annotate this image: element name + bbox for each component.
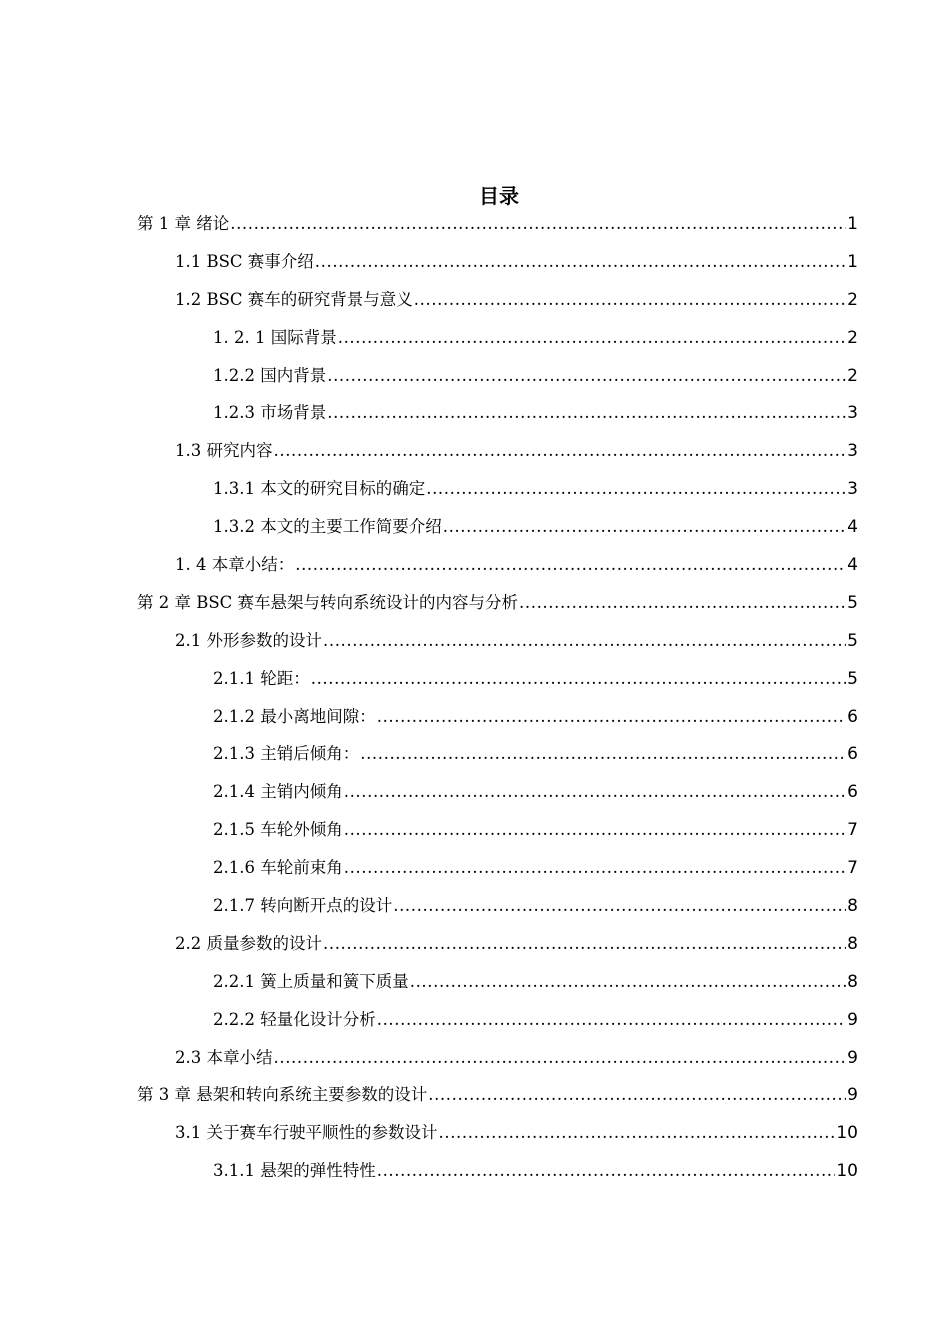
toc-dot-leader xyxy=(338,319,846,357)
toc-entry-page-number: 5 xyxy=(847,630,858,651)
toc-dot-leader xyxy=(327,357,846,395)
toc-entry-page-number: 6 xyxy=(847,782,858,803)
toc-entry[interactable] xyxy=(0,811,950,849)
toc-entry-label: 2.1.3 主销后倾角： xyxy=(213,744,360,764)
toc-entry[interactable] xyxy=(0,660,950,698)
toc-entry-label: 2.2 质量参数的设计 xyxy=(175,933,322,953)
toc-entry[interactable] xyxy=(0,357,950,395)
toc-title: 目录 xyxy=(479,184,519,208)
toc-dot-leader xyxy=(410,963,846,1001)
toc-dot-leader xyxy=(315,243,846,281)
toc-dot-leader xyxy=(230,205,846,243)
toc-entry-label: 2.1 外形参数的设计 xyxy=(175,630,322,650)
toc-entry[interactable] xyxy=(0,849,950,887)
toc-entry[interactable] xyxy=(0,773,950,811)
toc-entry-page-number: 6 xyxy=(847,744,858,765)
toc-entry-page-number: 3 xyxy=(847,441,858,462)
toc-entry-label: 第 2 章 BSC 赛车悬架与转向系统设计的内容与分析 xyxy=(137,592,519,612)
toc-entry[interactable] xyxy=(0,243,950,281)
toc-entry-label: 1.2.2 国内背景 xyxy=(213,365,327,385)
toc-entry-label: 2.2.1 簧上质量和簧下质量 xyxy=(213,971,409,991)
toc-entry-label: 2.2.2 轻量化设计分析 xyxy=(213,1009,376,1029)
toc-entry[interactable] xyxy=(0,546,950,584)
toc-entry-page-number: 3 xyxy=(847,403,858,424)
toc-entry[interactable] xyxy=(0,205,950,243)
toc-entry[interactable] xyxy=(0,508,950,546)
toc-entry-page-number: 8 xyxy=(847,933,858,954)
toc-entry-page-number: 4 xyxy=(847,555,858,576)
toc-entry-page-number: 10 xyxy=(836,1161,858,1182)
toc-entry-label: 2.1.6 车轮前束角 xyxy=(213,858,343,878)
toc-entry-page-number: 1 xyxy=(847,214,858,234)
toc-entry-page-number: 6 xyxy=(847,706,858,727)
toc-list xyxy=(0,205,950,1190)
toc-entry-page-number: 1 xyxy=(847,251,858,272)
toc-dot-leader xyxy=(274,432,847,470)
toc-dot-leader xyxy=(344,849,846,887)
toc-entry-label: 第 3 章 悬架和转向系统主要参数的设计 xyxy=(137,1085,428,1105)
toc-dot-leader xyxy=(274,1039,847,1077)
toc-entry-label: 2.1.1 轮距： xyxy=(213,668,310,688)
toc-entry[interactable] xyxy=(0,281,950,319)
toc-entry-page-number: 4 xyxy=(847,517,858,538)
toc-entry-label: 2.1.4 主销内倾角 xyxy=(213,782,343,802)
toc-entry[interactable] xyxy=(0,394,950,432)
toc-dot-leader xyxy=(344,773,846,811)
toc-entry-page-number: 8 xyxy=(847,971,858,992)
toc-dot-leader xyxy=(377,1001,846,1039)
toc-entry-page-number: 3 xyxy=(847,479,858,500)
toc-entry[interactable] xyxy=(0,1114,950,1152)
toc-entry[interactable] xyxy=(0,584,950,622)
toc-entry-page-number: 9 xyxy=(847,1085,858,1106)
toc-entry-label: 1.1 BSC 赛事介绍 xyxy=(175,251,314,271)
toc-entry-page-number: 10 xyxy=(836,1123,858,1144)
toc-entry-label: 2.3 本章小结 xyxy=(175,1047,273,1067)
toc-dot-leader xyxy=(323,622,846,660)
toc-entry[interactable] xyxy=(0,319,950,357)
toc-entry-page-number: 7 xyxy=(847,820,858,841)
toc-entry[interactable] xyxy=(0,1076,950,1114)
toc-entry-label: 3.1 关于赛车行驶平顺性的参数设计 xyxy=(175,1123,438,1143)
toc-entry-label: 1.2.3 市场背景 xyxy=(213,403,327,423)
toc-entry-label: 2.1.5 车轮外倾角 xyxy=(213,820,343,840)
toc-entry-page-number: 2 xyxy=(847,289,858,310)
toc-entry-label: 1.3.1 本文的研究目标的确定 xyxy=(213,479,426,499)
toc-entry-label: 1. 2. 1 国际背景 xyxy=(213,327,337,347)
toc-entry-label: 1.2 BSC 赛车的研究背景与意义 xyxy=(175,289,413,309)
toc-dot-leader xyxy=(393,887,846,925)
toc-dot-leader xyxy=(439,1114,836,1152)
toc-dot-leader xyxy=(443,508,846,546)
toc-entry[interactable] xyxy=(0,622,950,660)
toc-entry[interactable] xyxy=(0,1152,950,1190)
toc-entry[interactable] xyxy=(0,470,950,508)
toc-dot-leader xyxy=(426,470,846,508)
toc-dot-leader xyxy=(295,546,846,584)
toc-entry-page-number: 9 xyxy=(847,1047,858,1068)
toc-entry-page-number: 8 xyxy=(847,896,858,917)
toc-dot-leader xyxy=(360,735,846,773)
toc-dot-leader xyxy=(323,925,846,963)
toc-entry[interactable] xyxy=(0,698,950,736)
toc-entry-label: 2.1.2 最小离地间隙： xyxy=(213,706,376,726)
toc-dot-leader xyxy=(377,1152,836,1190)
toc-entry[interactable] xyxy=(0,1039,950,1077)
toc-entry-page-number: 9 xyxy=(847,1009,858,1030)
toc-entry-label: 2.1.7 转向断开点的设计 xyxy=(213,896,393,916)
toc-entry[interactable] xyxy=(0,735,950,773)
toc-entry-label: 1. 4 本章小结： xyxy=(175,555,295,575)
toc-entry-page-number: 7 xyxy=(847,858,858,879)
toc-entry-label: 第 1 章 绪论 xyxy=(137,214,230,233)
toc-dot-leader xyxy=(377,698,846,736)
toc-entry[interactable] xyxy=(0,887,950,925)
toc-entry-page-number: 2 xyxy=(847,327,858,348)
toc-entry[interactable] xyxy=(0,432,950,470)
toc-dot-leader xyxy=(519,584,846,622)
toc-entry-label: 1.3 研究内容 xyxy=(175,441,273,461)
toc-entry-label: 1.3.2 本文的主要工作简要介绍 xyxy=(213,517,442,537)
toc-dot-leader xyxy=(311,660,846,698)
toc-entry[interactable] xyxy=(0,925,950,963)
toc-entry-page-number: 5 xyxy=(847,668,858,689)
toc-entry[interactable] xyxy=(0,963,950,1001)
toc-entry-label: 3.1.1 悬架的弹性特性 xyxy=(213,1161,376,1181)
toc-entry[interactable] xyxy=(0,1001,950,1039)
toc-dot-leader xyxy=(344,811,846,849)
toc-dot-leader xyxy=(428,1076,846,1114)
toc-dot-leader xyxy=(327,394,846,432)
toc-dot-leader xyxy=(414,281,846,319)
toc-entry-page-number: 5 xyxy=(847,592,858,613)
toc-entry-page-number: 2 xyxy=(847,365,858,386)
